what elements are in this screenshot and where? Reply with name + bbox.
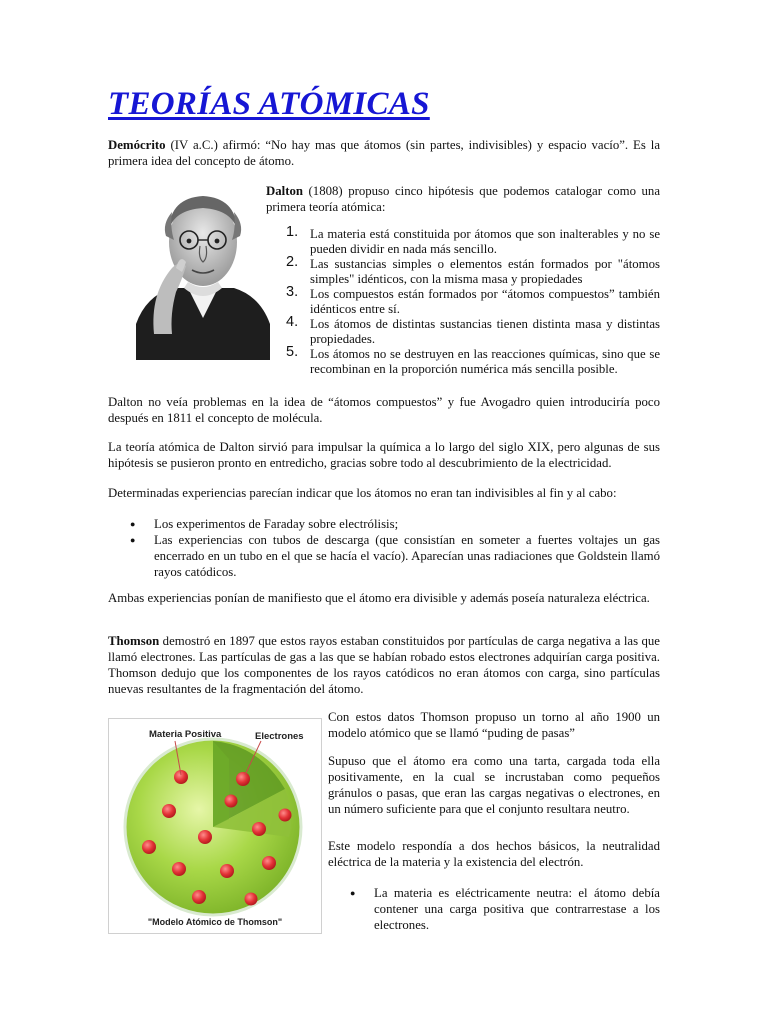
model-facts-paragraph: Este modelo respondía a dos hechos básicos, la neutralidad eléctrica de la materia y la existencia del electrón.: [328, 839, 660, 869]
dalton-portrait-image: [136, 184, 270, 360]
label-electrons: Electrones: [255, 731, 304, 742]
bullet-icon: ●: [130, 519, 136, 529]
dalton-intro-text: (1808) propuso cinco hipótesis que podemos catalogar como una primera teoría atómica:: [266, 184, 660, 214]
plum-pudding-paragraph: Supuso que el átomo era como una tarta, cargada toda ella positivamente, en la cual se incrustaban como pequeños gránulos o pasas, que eran las cargas negativas o electrones, en un número suficiente para que el conjunto resultara neutro.: [328, 754, 660, 816]
democrito-text: (IV a.C.) afirmó: “No hay mas que átomos (sin partes, indivisibles) y espacio vacío”. Es la primera idea del concepto de átomo.: [108, 138, 660, 168]
list-item: [286, 284, 660, 317]
experiences-intro-paragraph: Determinadas experiencias parecían indicar que los átomos no eran tan indivisibles al fin y al cabo:: [108, 486, 617, 500]
bullet-icon: ●: [350, 888, 356, 898]
list-item-text: Los compuestos están formados por “átomos compuestos” también idénticos entre sí.: [310, 287, 660, 316]
list-item: [328, 885, 660, 933]
democrito-name: Demócrito: [108, 138, 166, 152]
label-positive: Materia Positiva: [149, 729, 222, 740]
experiences-list: [108, 516, 660, 580]
thomson-name: Thomson: [108, 634, 160, 648]
thomson-model-intro: Con estos datos Thomson propuso un torno al año 1900 un modelo atómico que se llamó “puding de pasas”: [328, 710, 660, 740]
dalton-name: Dalton: [266, 184, 303, 198]
list-item: [286, 224, 660, 257]
page-title: TEORÍAS ATÓMICAS: [108, 86, 430, 122]
list-number: 1.: [286, 224, 299, 240]
electricity-paragraph: La teoría atómica de Dalton sirvió para impulsar la química a lo largo del siglo XIX, pero algunas de sus hipótesis se pusieron pronto en entredicho, gracias sobre todo al descubrimiento de la electricidad.: [108, 440, 660, 470]
thomson-text: demostró en 1897 que estos rayos estaban constituidos por partículas de carga negativa a las que llamó electrones. Las partículas de gas a las que se habían robado estos electrones adquirían carga positiva. Thomson dedujo que los componentes de los rayos catódicos no eran átomos con carga, sino partículas nuevas resultantes de la fragmentación del átomo.: [108, 634, 660, 696]
dalton-hypotheses-list: [286, 224, 660, 377]
bullet-icon: ●: [130, 535, 136, 545]
thomson-model-diagram: [109, 719, 321, 933]
thomson-paragraph: [108, 633, 660, 697]
list-number: 2.: [286, 254, 299, 270]
list-item-text: Las experiencias con tubos de descarga (que consistían en someter a fuertes voltajes un gas encerrado en un tubo en el que se hacía el vacío). Aparecían unas radiaciones que Goldstein llamó rayos catódicos.: [154, 533, 660, 579]
figure-caption: "Modelo Atómico de Thomson": [147, 917, 283, 927]
list-item-text: La materia está constituida por átomos que son inalterables y no se pueden dividir en nada más sencillo.: [310, 227, 660, 256]
model-facts-list: [328, 885, 660, 933]
list-item: [286, 254, 660, 287]
list-item-text: Los átomos de distintas sustancias tienen distinta masa y distintas propiedades.: [310, 317, 660, 346]
list-item-text: Los experimentos de Faraday sobre electrólisis;: [154, 517, 399, 531]
divisible-paragraph: Ambas experiencias ponían de manifiesto que el átomo era divisible y además poseía naturaleza eléctrica.: [108, 591, 650, 605]
list-item-text: Los átomos no se destruyen en las reacciones químicas, sino que se recombinan en la proporción numérica más sencilla posible.: [310, 347, 660, 376]
list-item-text: Las sustancias simples o elementos están formados por "átomos simples" idénticos, con la misma masa y propiedades: [310, 257, 660, 286]
dalton-intro: [266, 183, 660, 215]
avogadro-paragraph: Dalton no veía problemas en la idea de “átomos compuestos” y fue Avogadro quien introduciría poco después en 1811 el concepto de molécula.: [108, 395, 660, 425]
list-item: [108, 532, 660, 580]
list-item: [108, 516, 660, 532]
thomson-model-figure: [108, 718, 322, 934]
list-item-text: La materia es eléctricamente neutra: el átomo debía contener una carga positiva que contrarrestase a los electrones.: [374, 886, 660, 932]
list-item: [286, 344, 660, 377]
democrito-paragraph: [108, 137, 660, 169]
list-number: 5.: [286, 344, 299, 360]
list-number: 3.: [286, 284, 299, 300]
list-number: 4.: [286, 314, 299, 330]
list-item: [286, 314, 660, 347]
